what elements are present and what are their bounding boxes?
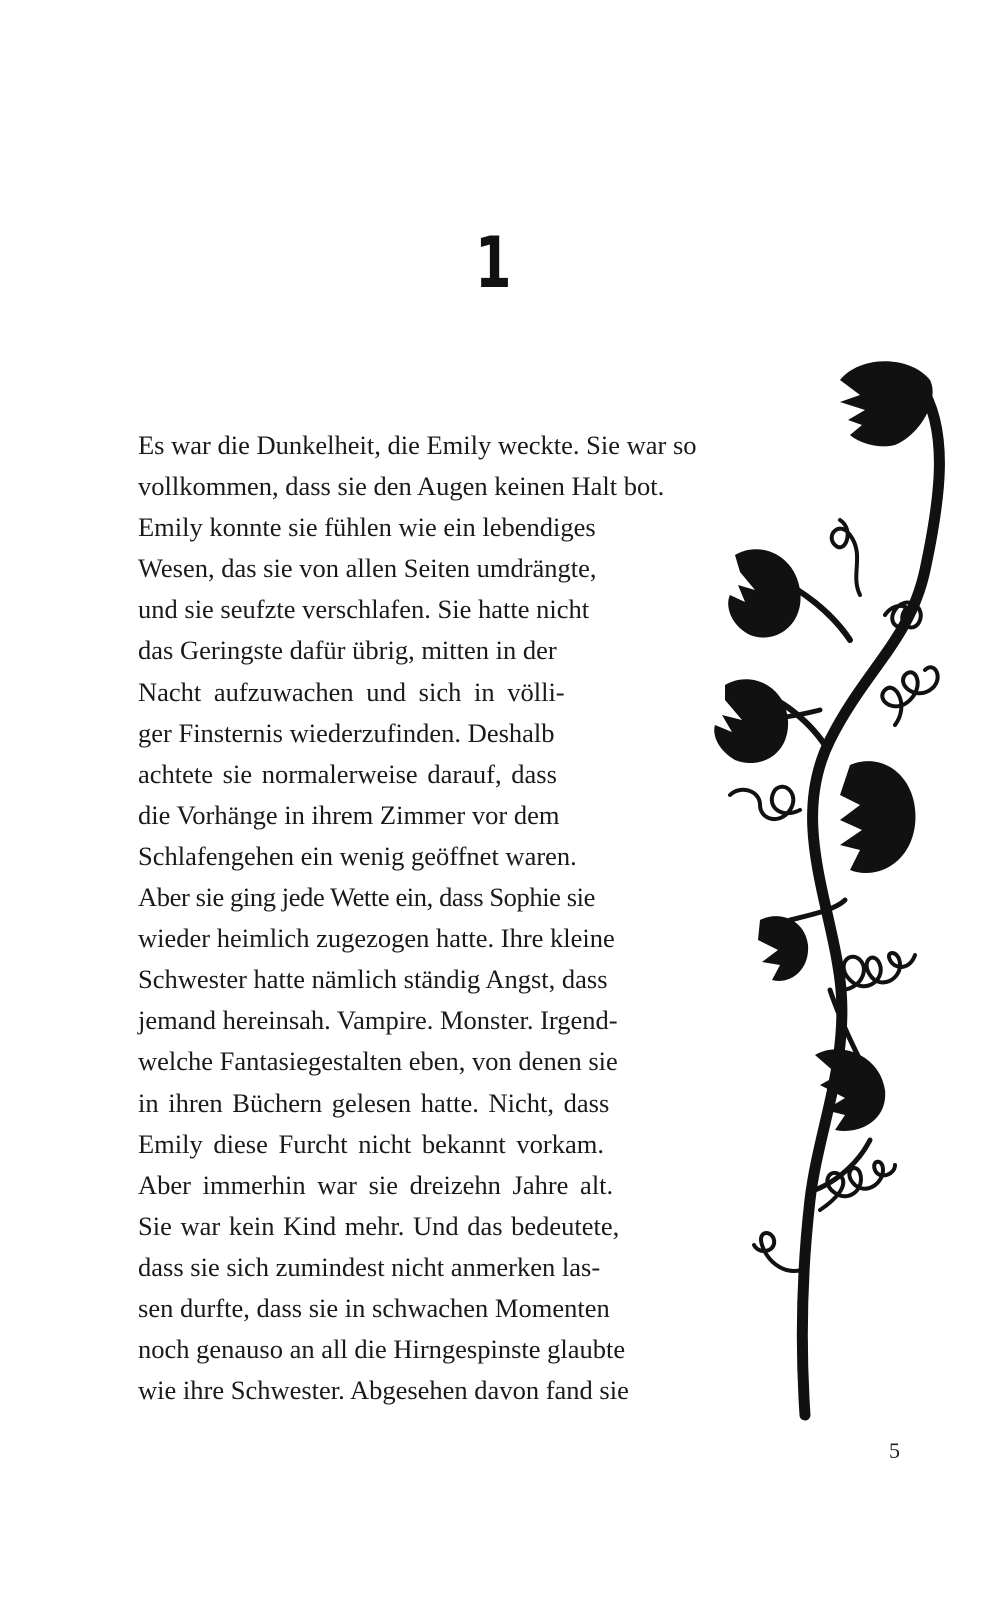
- text-line: dass sie sich zumindest nicht anmerken las-: [138, 1251, 601, 1282]
- monster-head: [840, 761, 915, 873]
- text-line: Nacht aufzuwachen und sich in völli-: [138, 676, 565, 707]
- text-line: wie ihre Schwester. Abgesehen davon fand sie: [138, 1375, 629, 1406]
- text-line: ger Finsternis wiederzufinden. Deshalb: [138, 717, 555, 748]
- text-line: Emily diese Furcht nicht bekannt vorkam.: [138, 1128, 604, 1159]
- monster-head: [758, 916, 808, 981]
- body-text: [138, 425, 697, 1411]
- monster-head: [728, 549, 800, 637]
- text-line: jemand hereinsah. Vampire. Monster. Irgend-: [138, 1005, 618, 1036]
- monster-head: [714, 679, 788, 763]
- tendril: [840, 953, 915, 990]
- tendril: [754, 1233, 802, 1271]
- chapter-number: 1: [475, 222, 512, 304]
- page-number: 5: [889, 1438, 900, 1463]
- monster-head: [840, 361, 933, 446]
- vine-branch: [790, 900, 845, 920]
- text-line: Emily konnte sie fühlen wie ein lebendiges: [138, 512, 596, 543]
- text-line: Aber immerhin war sie dreizehn Jahre alt.: [138, 1169, 614, 1200]
- text-line: die Vorhänge in ihrem Zimmer vor dem: [138, 799, 560, 830]
- text-line: und sie seufzte verschlafen. Sie hatte nicht: [138, 594, 590, 625]
- text-line: Wesen, das sie von allen Seiten umdrängte,: [138, 553, 597, 584]
- text-line: Es war die Dunkelheit, die Emily weckte. Sie war so: [138, 430, 697, 460]
- text-line: Aber sie ging jede Wette ein, dass Sophie sie: [138, 882, 596, 913]
- vine-stem: [802, 368, 939, 1416]
- text-line: in ihren Büchern gelesen hatte. Nicht, dass: [138, 1087, 610, 1118]
- text-line: noch genauso an all die Hirngespinste glaubte: [138, 1334, 626, 1365]
- vine-illustration: [690, 340, 970, 1430]
- text-line: achtete sie normalerweise darauf, dass: [138, 758, 557, 789]
- text-line: welche Fantasiegestalten eben, von denen sie: [138, 1046, 618, 1077]
- text-line: wieder heimlich zugezogen hatte. Ihre kleine: [138, 923, 615, 954]
- text-line: sen durfte, dass sie in schwachen Momenten: [138, 1292, 610, 1323]
- text-line: vollkommen, dass sie den Augen keinen Halt bot.: [138, 471, 665, 502]
- tendril: [882, 667, 937, 725]
- tendril: [730, 787, 800, 819]
- text-line: Sie war kein Kind mehr. Und das bedeutete,: [138, 1210, 620, 1241]
- text-line: Schwester hatte nämlich ständig Angst, dass: [138, 964, 608, 995]
- tendril: [820, 1162, 895, 1210]
- text-line: Schlafengehen ein wenig geöffnet waren.: [138, 840, 577, 871]
- text-line: das Geringste dafür übrig, mitten in der: [138, 635, 557, 666]
